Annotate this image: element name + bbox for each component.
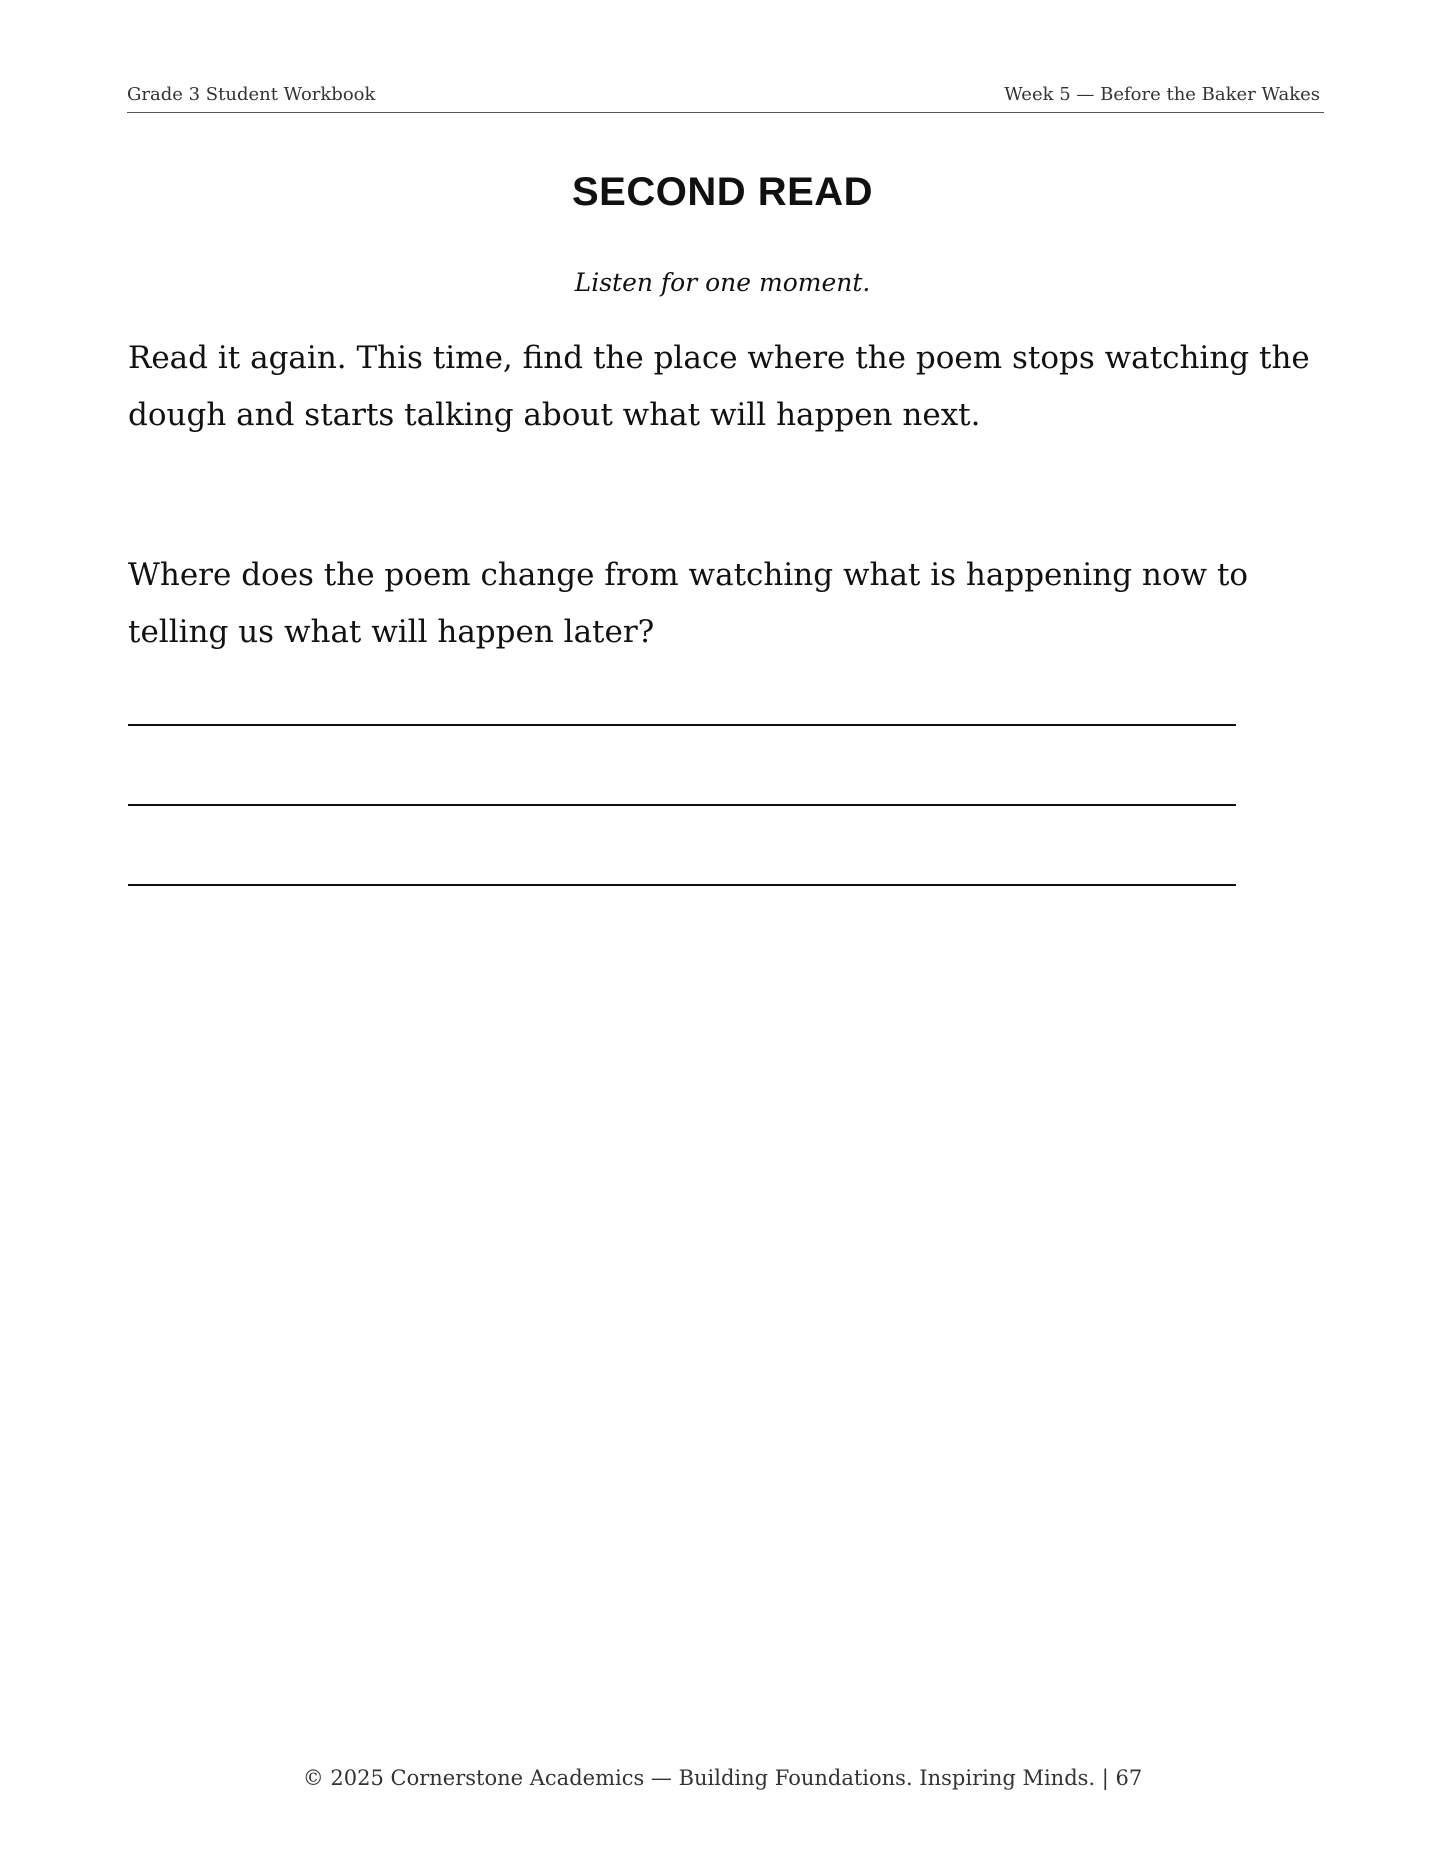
week-title: Week 5 — Before the Baker Wakes <box>1004 84 1320 105</box>
question-text: Where does the poem change from watching what is happening now to telling us what will happen later? <box>128 557 1249 650</box>
instruction-text: Read it again. This time, find the place where the poem stops watching the dough and starts talking about what will happen next. <box>128 340 1310 433</box>
answer-line-1[interactable] <box>128 724 1236 726</box>
page-header <box>127 84 1324 113</box>
page-footer: © 2025 Cornerstone Academics — Building Foundations. Inspiring Minds. | 67 <box>302 1766 1143 1790</box>
page-title: SECOND READ <box>571 170 874 214</box>
workbook-title: Grade 3 Student Workbook <box>127 84 376 105</box>
answer-line-3[interactable] <box>128 884 1236 886</box>
answer-line-2[interactable] <box>128 804 1236 806</box>
page-subtitle: Listen for one moment. <box>574 268 871 297</box>
